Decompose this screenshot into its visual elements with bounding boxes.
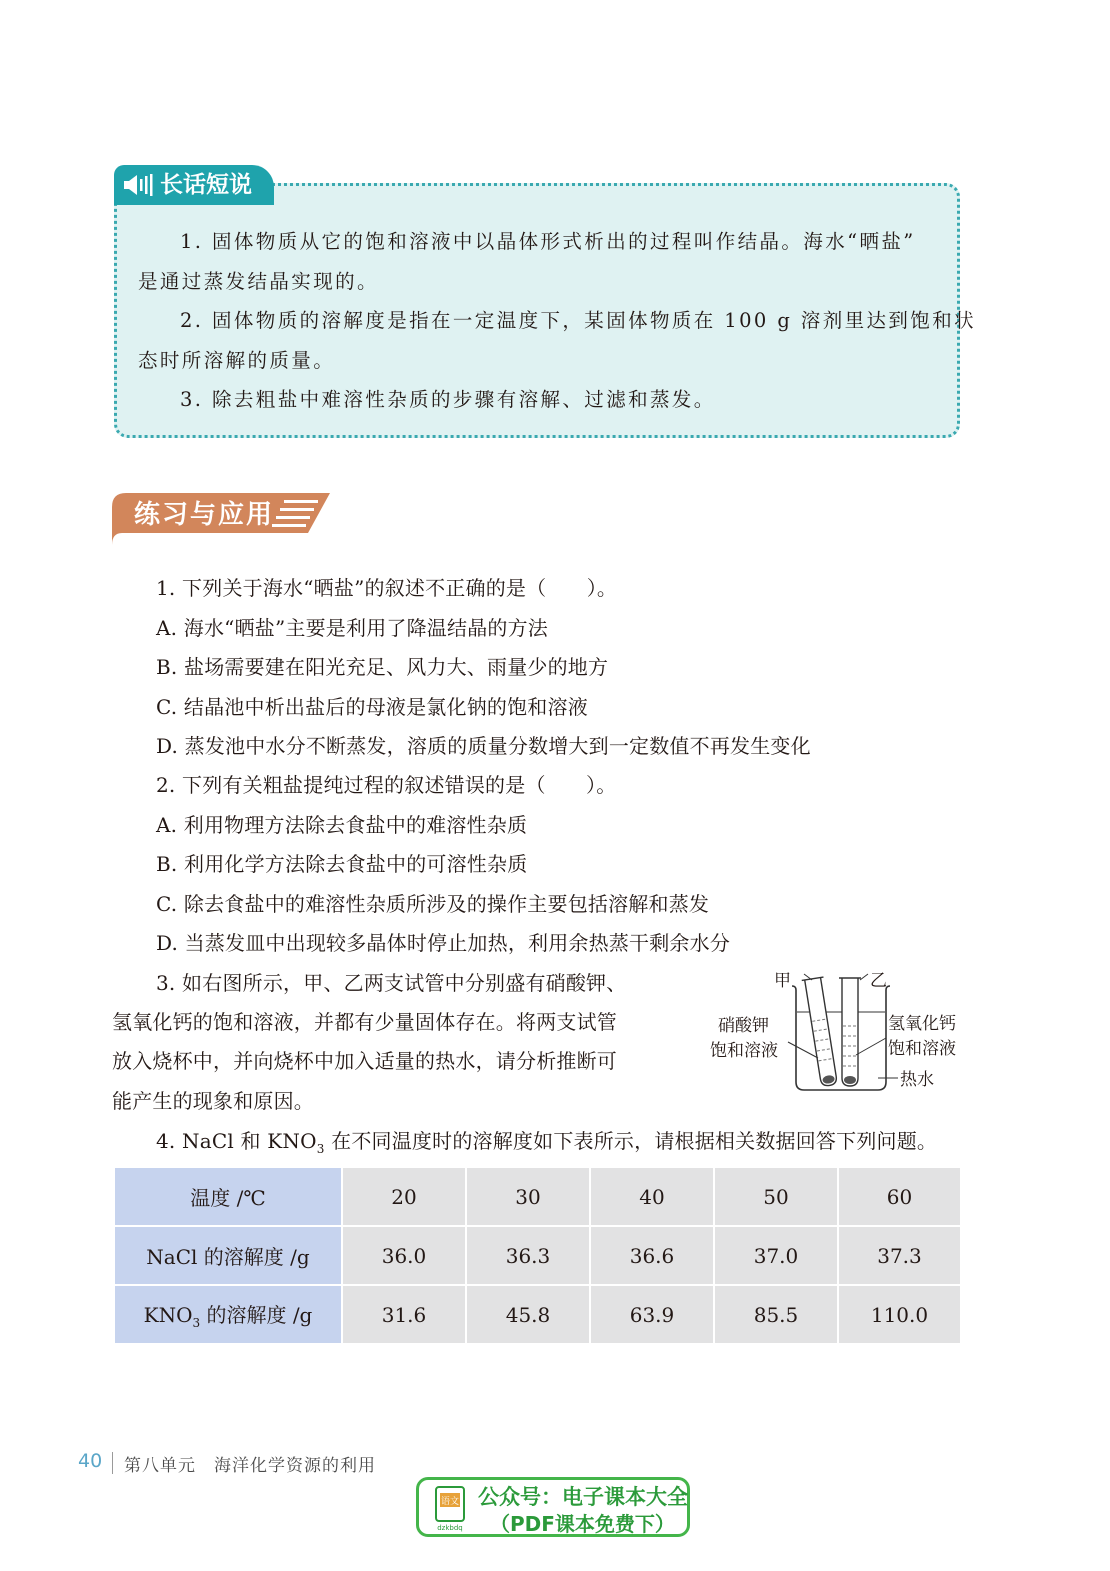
page-number: 40 [78, 1450, 103, 1472]
kno3-cell: 85.5 [714, 1285, 838, 1344]
kno3-header-sub: 3 [192, 1316, 201, 1330]
badge-line-1: 公众号：电子课本大全 [478, 1485, 688, 1509]
table-row [114, 1167, 961, 1226]
q3-line-3: 放入烧杯中，并向烧杯中加入适量的热水，请分析推断可 [112, 1049, 617, 1073]
hot-water-label: 热水 [900, 1070, 934, 1090]
book-icon [430, 1483, 470, 1533]
q2-option-a: A. 利用物理方法除去食盐中的难溶性杂质 [156, 813, 528, 837]
tube-b-label: 乙 [870, 971, 887, 991]
solubility-table [113, 1166, 962, 1345]
kno3-label-2: 饱和溶液 [710, 1041, 778, 1061]
q2-option-c: C. 除去食盐中的难溶性杂质所涉及的操作主要包括溶解和蒸发 [156, 892, 710, 916]
nacl-cell: 36.6 [590, 1226, 714, 1285]
kno3-label-1: 硝酸钾 [718, 1016, 769, 1036]
q1-option-c: C. 结晶池中析出盐后的母液是氯化钠的饱和溶液 [156, 695, 588, 719]
footer-divider [112, 1452, 113, 1474]
kno3-header [114, 1285, 342, 1344]
nacl-cell: 36.3 [466, 1226, 590, 1285]
tube-a-label: 甲 [774, 971, 791, 991]
book-icon-caption: dzkbdq [437, 1524, 463, 1532]
q2-option-d: D. 当蒸发皿中出现较多晶体时停止加热，利用余热蒸干剩余水分 [156, 931, 731, 955]
summary-line-4: 态时所溶解的质量。 [138, 349, 336, 372]
temperature-header: 温度 /℃ [114, 1167, 342, 1226]
nacl-cell: 36.0 [342, 1226, 466, 1285]
q3-line-1: 3. 如右图所示，甲、乙两支试管中分别盛有硝酸钾、 [156, 971, 627, 995]
nacl-header: NaCl 的溶解度 /g [114, 1226, 342, 1285]
summary-tab [114, 165, 274, 205]
table-row [114, 1226, 961, 1285]
q1-option-b: B. 盐场需要建在阳光充足、风力大、雨量少的地方 [156, 655, 609, 679]
temperature-cell: 60 [838, 1167, 961, 1226]
temperature-cell: 20 [342, 1167, 466, 1226]
nacl-cell: 37.3 [838, 1226, 961, 1285]
summary-line-2: 是通过蒸发结晶实现的。 [138, 270, 379, 293]
table-row [114, 1285, 961, 1344]
speaker-icon [124, 174, 154, 196]
book-icon-text: 语文 [440, 1497, 460, 1507]
summary-line-3: 2. 固体物质的溶解度是指在一定温度下，某固体物质在 100 g 溶剂里达到饱和状 [180, 309, 977, 332]
temperature-cell: 30 [466, 1167, 590, 1226]
kno3-cell: 45.8 [466, 1285, 590, 1344]
kno3-header-part1: KNO [143, 1303, 193, 1327]
chapter-title: 第八单元 海洋化学资源的利用 [124, 1456, 376, 1476]
summary-line-5: 3. 除去粗盐中难溶性杂质的步骤有溶解、过滤和蒸发。 [180, 388, 716, 411]
q2-option-b: B. 利用化学方法除去食盐中的可溶性杂质 [156, 852, 528, 876]
q1-option-d: D. 蒸发池中水分不断蒸发，溶质的质量分数增大到一定数值不再发生变化 [156, 734, 811, 758]
kno3-cell: 63.9 [590, 1285, 714, 1344]
q4-stem-sub: 3 [316, 1142, 325, 1156]
summary-heading: 长话短说 [160, 172, 252, 198]
nacl-cell: 37.0 [714, 1226, 838, 1285]
kno3-header-part2: 的溶解度 /g [200, 1303, 313, 1327]
q1-option-a: A. 海水“晒盐”主要是利用了降温结晶的方法 [156, 616, 549, 640]
kno3-cell: 31.6 [342, 1285, 466, 1344]
q3-line-2: 氢氧化钙的饱和溶液，并都有少量固体存在。将两支试管 [112, 1010, 617, 1034]
kno3-cell: 110.0 [838, 1285, 961, 1344]
q4-stem-part2: 在不同温度时的溶解度如下表所示，请根据相关数据回答下列问题。 [324, 1129, 938, 1153]
q4-stem-part1: 4. NaCl 和 KNO [156, 1129, 317, 1153]
caoh2-label-2: 饱和溶液 [888, 1039, 956, 1059]
beaker-figure [700, 960, 970, 1100]
temperature-cell: 40 [590, 1167, 714, 1226]
q4-stem [156, 1125, 937, 1156]
badge-line-2: （PDF课本免费下） [490, 1512, 675, 1536]
practice-heading: 练习与应用 [134, 500, 275, 530]
temperature-cell: 50 [714, 1167, 838, 1226]
q3-line-4: 能产生的现象和原因。 [112, 1089, 314, 1113]
caoh2-label-1: 氢氧化钙 [888, 1014, 956, 1034]
summary-line-1: 1. 固体物质从它的饱和溶液中以晶体形式析出的过程叫作结晶。海水“晒盐” [180, 230, 916, 253]
q1-stem: 1. 下列关于海水“晒盐”的叙述不正确的是（ ）。 [156, 576, 618, 600]
q2-stem: 2. 下列有关粗盐提纯过程的叙述错误的是（ ）。 [156, 773, 617, 797]
